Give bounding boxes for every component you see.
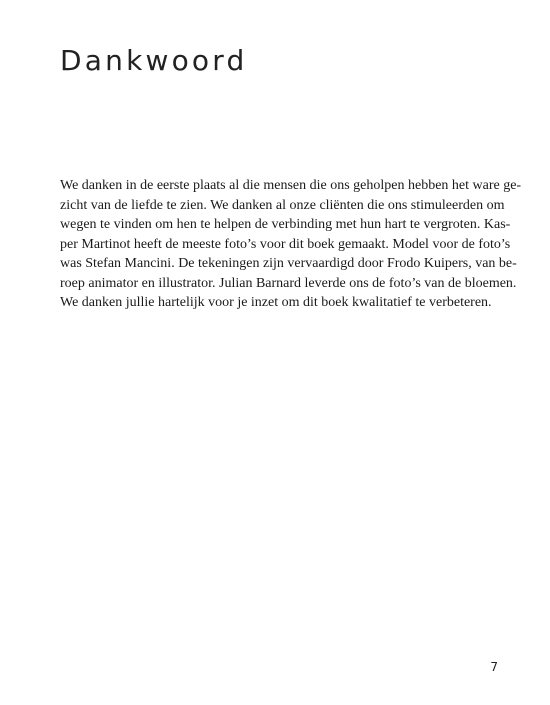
page-title: Dankwoord bbox=[60, 44, 248, 77]
paragraph-line: We danken in de eerste plaats al die mensen die ons geholpen hebben het ware ge- bbox=[60, 178, 522, 193]
paragraph-line: We danken jullie hartelijk voor je inzet om dit boek kwalitatief te verbeteren. bbox=[60, 295, 492, 310]
paragraph-line: roep animator en illustrator. Julian Barnard leverde ons de foto’s van de bloemen. bbox=[60, 275, 517, 291]
paragraph-line: wegen te vinden om hen te helpen de verbinding met hun hart te vergroten. Kas- bbox=[60, 217, 511, 232]
page-number: 7 bbox=[490, 660, 498, 674]
paragraph-line: per Martinot heeft de meeste foto’s voor dit boek gemaakt. Model voor de foto’s bbox=[60, 236, 511, 252]
paragraph-line: zicht van de liefde te zien. We danken al onze cliënten die ons stimuleerden om bbox=[60, 197, 505, 213]
paragraph-line: was Stefan Mancini. De tekeningen zijn vervaardigd door Frodo Kuipers, van be- bbox=[60, 256, 517, 271]
acknowledgement-paragraph bbox=[60, 176, 522, 313]
